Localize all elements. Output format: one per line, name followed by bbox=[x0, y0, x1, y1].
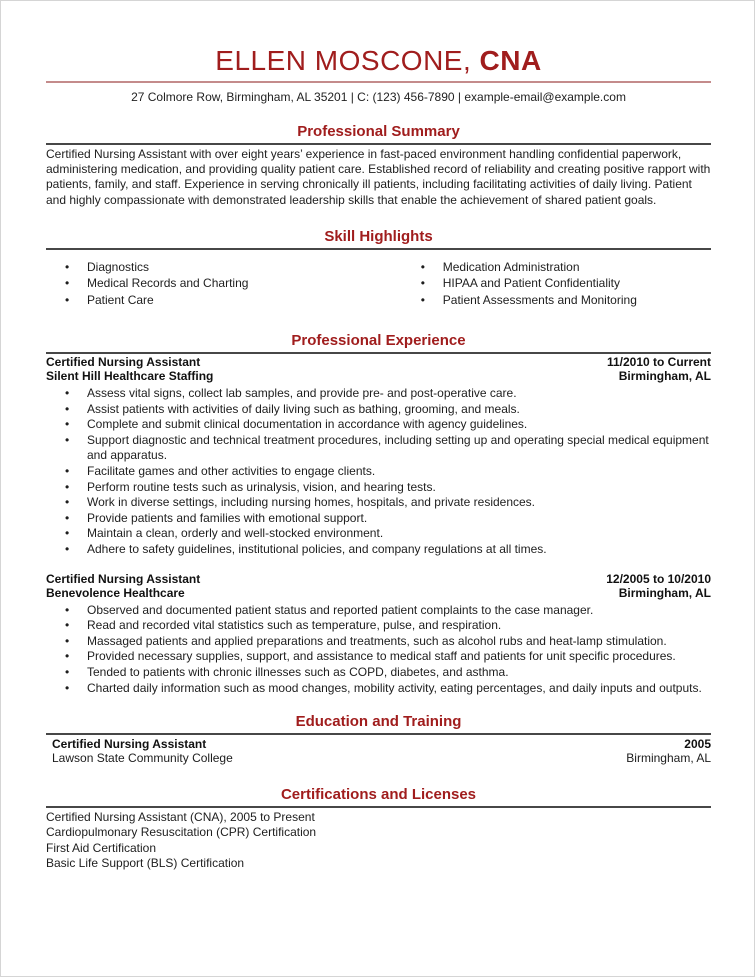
certification-item: First Aid Certification bbox=[46, 840, 157, 855]
job-bullet: • Tended to patients with chronic illnesses such as COPD, diabetes, and asthma. bbox=[46, 665, 711, 681]
skill-item: • Medical Records and Charting bbox=[46, 275, 402, 291]
job-bullet: • Perform routine tests such as urinalysis, vision, and hearing tests. bbox=[46, 480, 711, 496]
skill-item: • Medication Administration bbox=[402, 259, 711, 275]
skill-item: • Diagnostics bbox=[46, 259, 402, 275]
section-rule bbox=[46, 352, 711, 354]
section-title-summary: Professional Summary bbox=[297, 123, 460, 140]
job-bullet: • Work in diverse settings, including nursing homes, hospitals, and private residences. bbox=[46, 495, 711, 511]
job-location: Birmingham, AL bbox=[618, 585, 711, 600]
summary-text: Certified Nursing Assistant with over eight years’ experience in fast-paced environment handling confidential paperwork, administering medication, and providing quality patient care. Established record of reliability and creating positive rapport with patients, family, and staff. Experience in serving chronically ill patients, including facilitating activities of daily living. Patient and highly compassionate with demonstrated leadership skills that enable the achievement of shared patient goals. bbox=[46, 147, 711, 207]
candidate-name: ELLEN MOSCONE, bbox=[215, 45, 472, 76]
skills-column-right bbox=[402, 259, 711, 308]
section-title-certifications: Certifications and Licenses bbox=[280, 786, 477, 804]
skills-list-right bbox=[402, 259, 711, 308]
job-company: Silent Hill Healthcare Staffing bbox=[46, 369, 214, 384]
section-rule bbox=[46, 733, 711, 735]
job-bullet: • Support diagnostic and technical treatment procedures, including setting up and operating special medical equipment and apparatus. bbox=[46, 433, 711, 464]
job-bullet: • Massaged patients and applied preparations and treatments, such as alcohol rubs and heat-lamp stimulation. bbox=[46, 634, 711, 650]
section-skills bbox=[46, 228, 711, 308]
header-rule bbox=[46, 81, 711, 83]
certification-item: Cardiopulmonary Resuscitation (CPR) Certification bbox=[46, 825, 317, 840]
education-location: Birmingham, AL bbox=[626, 751, 711, 766]
section-rule bbox=[46, 248, 711, 250]
job-bullet: • Adhere to safety guidelines, institutional policies, and company regulations at all times. bbox=[46, 542, 711, 558]
education-header-row bbox=[52, 737, 711, 751]
job-dates: 12/2005 to 10/2010 bbox=[606, 571, 711, 586]
section-rule bbox=[46, 806, 711, 808]
page-title bbox=[46, 45, 711, 77]
job-subheader-row bbox=[46, 369, 711, 383]
skills-column-left bbox=[46, 259, 402, 308]
skills-list-left bbox=[46, 259, 402, 308]
skill-item: • Patient Assessments and Monitoring bbox=[402, 292, 711, 308]
section-title-experience: Professional Experience bbox=[291, 332, 466, 350]
education-school: Lawson State Community College bbox=[52, 751, 233, 766]
section-summary bbox=[46, 123, 711, 208]
job-header-row bbox=[46, 572, 711, 586]
section-certifications bbox=[46, 786, 711, 871]
job-bullet: • Facilitate games and other activities to engage clients. bbox=[46, 464, 711, 480]
experience-jobs bbox=[46, 355, 711, 696]
job-role: Certified Nursing Assistant bbox=[46, 571, 201, 586]
job-bullet: • Maintain a clean, orderly and well-stocked environment. bbox=[46, 526, 711, 542]
job-location: Birmingham, AL bbox=[618, 369, 711, 384]
skill-item: • Patient Care bbox=[46, 292, 402, 308]
job-bullet: • Read and recorded vital statistics such as temperature, pulse, and respiration. bbox=[46, 618, 711, 634]
certifications-list bbox=[46, 810, 711, 871]
section-education bbox=[46, 713, 711, 765]
education-year: 2005 bbox=[684, 737, 711, 752]
section-rule bbox=[46, 143, 711, 145]
job-subheader-row bbox=[46, 586, 711, 600]
job-dates: 11/2010 to Current bbox=[606, 355, 711, 370]
skills-columns bbox=[46, 259, 711, 308]
section-title-education: Education and Training bbox=[295, 713, 462, 731]
job-bullet: • Complete and submit clinical documentation in accordance with agency guidelines. bbox=[46, 417, 711, 433]
job-header-row bbox=[46, 355, 711, 369]
job-bullet: • Provided necessary supplies, support, and assistance to medical staff and patients for unit specific procedures. bbox=[46, 649, 711, 665]
job-bullet: • Observed and documented patient status and reported patient complaints to the case manager. bbox=[46, 603, 711, 619]
certification-item: Basic Life Support (BLS) Certification bbox=[46, 855, 245, 870]
skill-item: • HIPAA and Patient Confidentiality bbox=[402, 275, 711, 291]
job-company: Benevolence Healthcare bbox=[46, 585, 185, 600]
education-degree: Certified Nursing Assistant bbox=[52, 737, 207, 752]
education-entry bbox=[46, 737, 711, 765]
job-role: Certified Nursing Assistant bbox=[46, 355, 201, 370]
certification-item: Certified Nursing Assistant (CNA), 2005 to Present bbox=[46, 810, 315, 825]
job-bullets bbox=[46, 603, 711, 697]
experience-job bbox=[46, 572, 711, 697]
contact-line: 27 Colmore Row, Birmingham, AL 35201 | C: (123) 456-7890 | example-email@example.com bbox=[131, 90, 626, 104]
experience-job bbox=[46, 355, 711, 558]
section-experience bbox=[46, 332, 711, 696]
job-bullet: • Provide patients and families with emotional support. bbox=[46, 511, 711, 527]
candidate-credential: CNA bbox=[479, 45, 542, 76]
job-bullets bbox=[46, 386, 711, 558]
job-bullet: • Assess vital signs, collect lab samples, and provide pre- and post-operative care. bbox=[46, 386, 711, 402]
education-subheader-row bbox=[52, 751, 711, 765]
job-bullet: • Charted daily information such as mood changes, mobility activity, eating percentages, and daily inputs and outputs. bbox=[46, 681, 711, 697]
section-title-skills: Skill Highlights bbox=[324, 227, 433, 245]
job-bullet: • Assist patients with activities of daily living such as bathing, grooming, and meals. bbox=[46, 402, 711, 418]
